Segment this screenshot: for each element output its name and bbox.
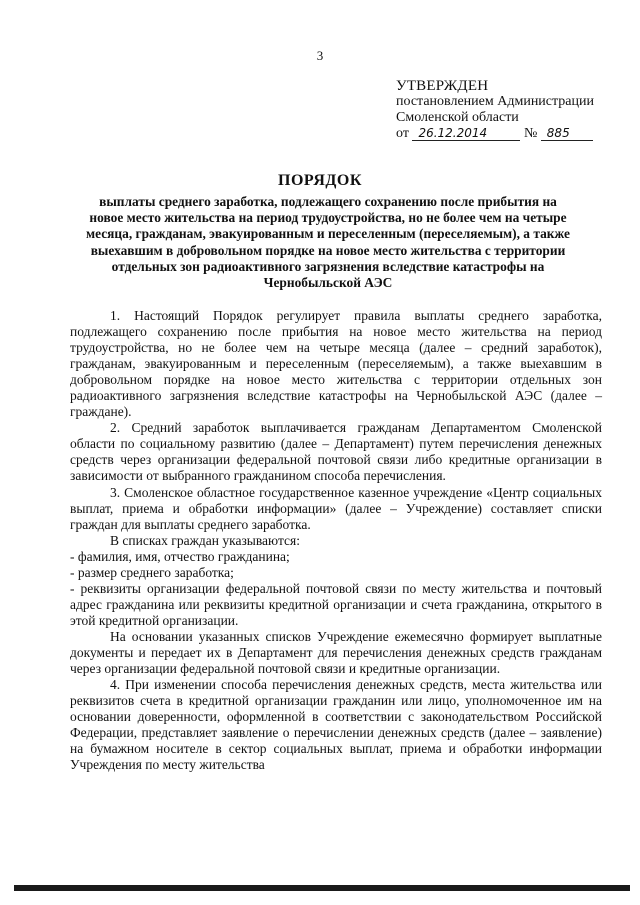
subtitle-line: месяца, гражданам, эвакуированным и переселенным (переселяемым), а также: [86, 226, 570, 242]
date-prefix: от: [396, 126, 409, 141]
document-title: ПОРЯДОК: [278, 172, 362, 189]
approval-date-line: [396, 126, 626, 142]
handwritten-number: 885: [541, 127, 593, 141]
subtitle-line: отдельных зон радиоактивного загрязнения вследствие катастрофы на: [111, 258, 545, 274]
handwritten-date: 26.12.2014: [412, 127, 520, 141]
paragraph-4: 4. При изменении способа перечисления денежных средств, места жительства или реквизитов счета в кредитной организации гражданин или лицо, уполномоченное им на основании доверенности, оформленной в соответствии с законодательством Российской Федерации, представляет заявление о перечислении денежных средств (далее – заявление) на бумажном носителе в сектор социальных выплат, приема и обработки информации Учреждения по месту жительства: [70, 677, 602, 773]
document-subtitle: [60, 194, 596, 291]
approval-line-1: постановлением Администрации: [396, 94, 594, 109]
document-body: [70, 308, 602, 773]
number-prefix: №: [523, 126, 538, 141]
approval-block: [396, 78, 626, 142]
paragraph-formation: На основании указанных списков Учреждение ежемесячно формирует выплатные документы и передает их в Департамент для перечисления денежных средств гражданам через организации федеральной почтовой связи и кредитные организации.: [70, 628, 602, 677]
paragraph-1: 1. Настоящий Порядок регулирует правила выплаты среднего заработка, подлежащего сохранению после прибытия на новое место жительства на период трудоустройства, но не более чем на четыре месяца (далее – средний заработок), гражданам, эвакуированным и переселенным (переселяемым), а также выехавшим в добровольном порядке на новое место жительства с территории отдельных зон радиоактивного загрязнения вследствие катастрофы на Чернобыльской АЭС (далее – граждане).: [70, 308, 602, 420]
subtitle-line: выехавшим в добровольном порядке на новое место жительства с территории: [90, 242, 566, 258]
list-item-amount: - размер среднего заработка;: [70, 564, 234, 580]
subtitle-line: новое место жительства на период трудоустройства, но не более чем на четыре: [89, 210, 567, 226]
approval-line-2: Смоленской области: [396, 110, 519, 125]
paragraph-2: 2. Средний заработок выплачивается гражданам Департаментом Смоленской области по социальному развитию (далее – Департамент) путем перечисления денежных средств через организации федеральной почтовой связи либо кредитные организации в зависимости от выбранного гражданином способа перечисления.: [70, 420, 602, 484]
subtitle-line: Чернобыльской АЭС: [263, 275, 393, 291]
approval-heading: УТВЕРЖДЕН: [396, 78, 489, 94]
list-item-requisites: - реквизиты организации федеральной почтовой связи по месту жительства и почтовый адрес гражданина или реквизиты кредитной организации и счета гражданина, открытого в этой кредитной организации.: [70, 580, 602, 628]
subtitle-line: выплаты среднего заработка, подлежащего сохранению после прибытия на: [99, 194, 557, 209]
page-number: 3: [316, 48, 324, 63]
scan-bottom-edge: [14, 885, 630, 891]
list-item-name: - фамилия, имя, отчество гражданина;: [70, 548, 290, 564]
paragraph-3: 3. Смоленское областное государственное казенное учреждение «Центр социальных выплат, приема и обработки информации» (далее – Учреждение) составляет списки граждан для выплаты среднего заработка.: [70, 484, 602, 532]
paragraph-list-intro: В списках граждан указываются:: [110, 532, 300, 548]
